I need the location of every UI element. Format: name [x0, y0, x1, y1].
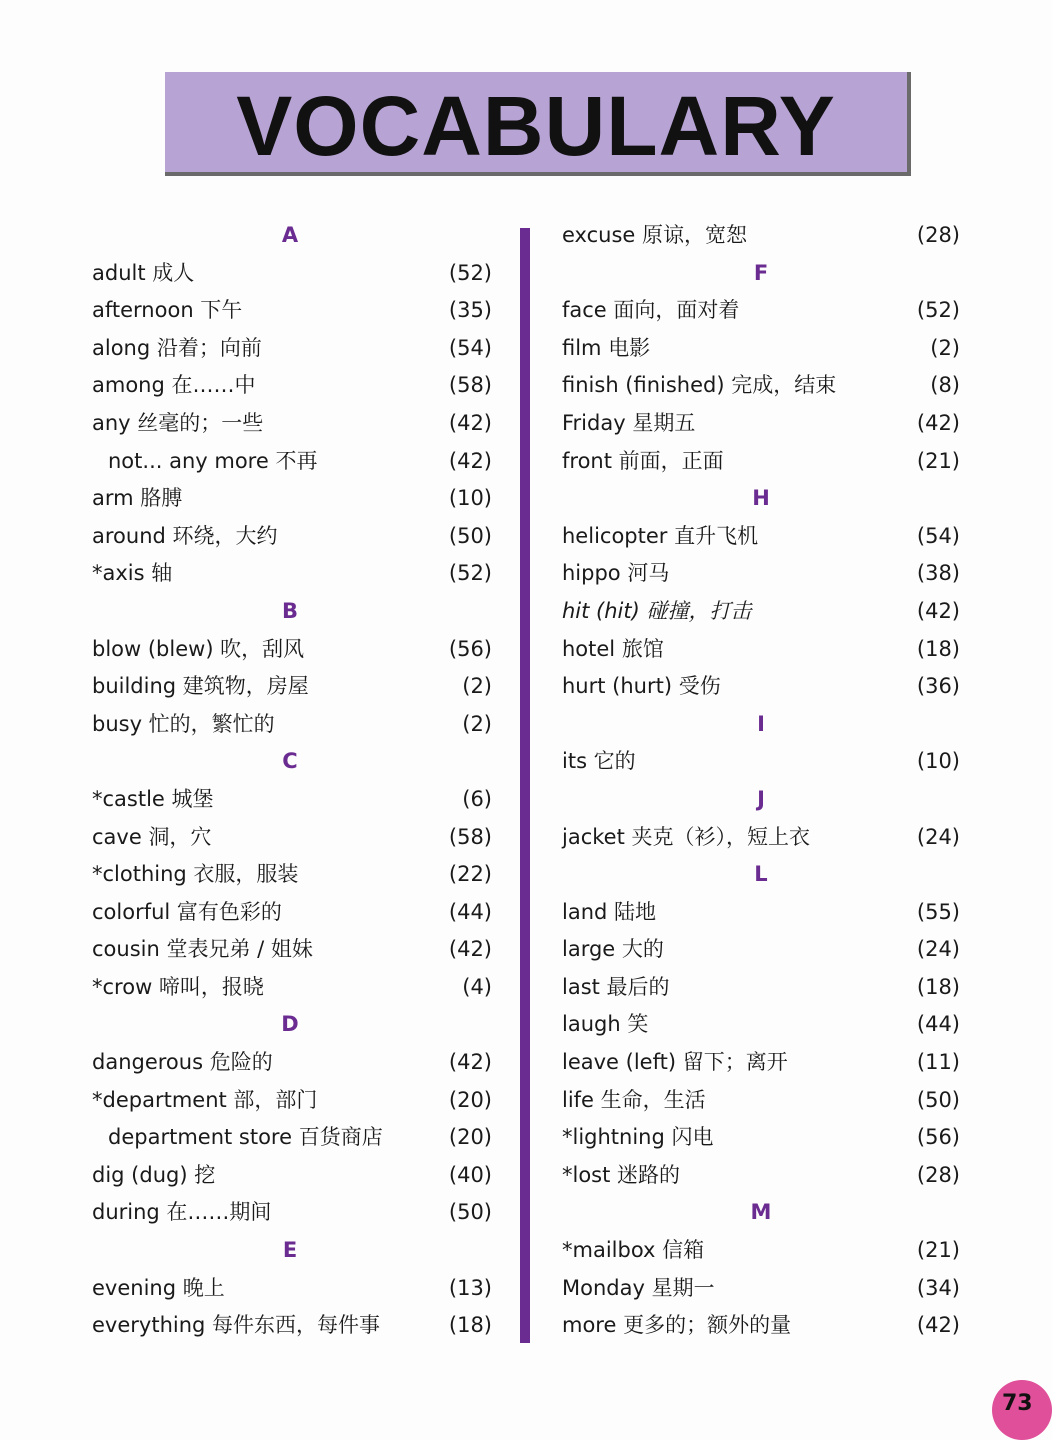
vocab-entry [562, 405, 960, 443]
vocab-word: not... any more 不再 [108, 448, 318, 473]
vocab-word: *clothing 衣服，服装 [92, 862, 299, 887]
section-letter: J [757, 786, 765, 811]
vocab-word: Friday 星期五 [562, 410, 696, 435]
vocab-word: front 前面，正面 [562, 448, 724, 473]
vocab-entry [92, 668, 492, 706]
vocab-entry [562, 1307, 960, 1345]
vocab-page-ref: (58) [448, 373, 492, 398]
vocab-word: hippo 河马 [562, 561, 670, 586]
vocab-page-ref: (8) [930, 373, 960, 398]
column-divider [520, 228, 530, 1343]
vocab-word: blow (blew) 吹，刮风 [92, 636, 305, 661]
vocab-page-ref: (2) [462, 674, 492, 699]
vocab-entry [92, 292, 492, 330]
vocab-page-ref: (42) [448, 410, 492, 435]
vocab-page-ref: (2) [930, 335, 960, 360]
vocab-page-ref: (42) [916, 1313, 960, 1338]
section-letter: F [753, 260, 769, 285]
vocab-word: film 电影 [562, 335, 651, 360]
vocab-word: excuse 原谅，宽恕 [562, 223, 748, 247]
vocab-page-ref: (2) [462, 711, 492, 736]
section-letter: E [282, 1238, 298, 1263]
section-letter: A [281, 223, 299, 247]
vocab-page-ref: (24) [916, 824, 960, 849]
page-number-badge [992, 1380, 1052, 1440]
vocab-page-ref: (10) [448, 486, 492, 511]
vocab-page-ref: (44) [916, 1012, 960, 1037]
vocab-word: department store 百货商店 [108, 1125, 383, 1150]
vocab-word: more 更多的；额外的量 [562, 1313, 792, 1338]
vocab-page-ref: (50) [448, 1200, 492, 1225]
vocab-page-ref: (42) [916, 410, 960, 435]
vocab-page-ref: (13) [448, 1275, 492, 1300]
vocab-entry [562, 443, 960, 481]
vocab-entry [562, 367, 960, 405]
vocab-word: hit (hit) 碰撞，打击 [562, 598, 752, 623]
vocab-entry [562, 1157, 960, 1195]
right-column [562, 217, 960, 1345]
vocab-page-ref: (34) [916, 1275, 960, 1300]
vocab-entry [92, 856, 492, 894]
vocab-entry [562, 1119, 960, 1157]
vocab-entry [92, 1307, 492, 1345]
section-letter: D [281, 1012, 299, 1037]
vocab-word: hurt (hurt) 受伤 [562, 674, 721, 699]
vocab-entry [92, 781, 492, 819]
vocab-entry [562, 1082, 960, 1120]
page-title: VOCABULARY [236, 79, 836, 173]
vocab-entry [92, 443, 492, 481]
vocab-word: Monday 星期一 [562, 1275, 715, 1300]
vocab-word: *crow 啼叫，报晓 [92, 974, 264, 999]
title-banner [165, 72, 911, 176]
vocab-entry [562, 555, 960, 593]
vocab-page-ref: (42) [448, 937, 492, 962]
vocab-word: last 最后的 [562, 974, 670, 999]
left-column [92, 217, 492, 1345]
vocab-word: any 丝毫的；一些 [92, 410, 264, 435]
vocab-word: finish (finished) 完成，结束 [562, 373, 837, 398]
vocab-word: colorful 富有色彩的 [92, 899, 282, 924]
vocab-page-ref: (42) [448, 448, 492, 473]
vocab-entry [562, 518, 960, 556]
vocab-entry [562, 743, 960, 781]
vocab-page-ref: (36) [916, 674, 960, 699]
vocab-page-ref: (4) [462, 974, 492, 999]
section-letter: H [752, 486, 770, 511]
vocab-page-ref: (58) [448, 824, 492, 849]
vocab-word: during 在……期间 [92, 1200, 272, 1225]
vocab-word: along 沿着；向前 [92, 335, 262, 360]
vocab-page-ref: (54) [916, 523, 960, 548]
vocab-page-ref: (24) [916, 937, 960, 962]
vocab-entry [92, 1082, 492, 1120]
vocab-word: dig (dug) 挖 [92, 1162, 216, 1187]
vocab-entry [92, 1157, 492, 1195]
vocab-word: large 大的 [562, 937, 664, 962]
vocab-entry [562, 593, 960, 631]
vocab-word: *lightning 闪电 [562, 1125, 714, 1150]
vocab-entry [562, 631, 960, 669]
section-letter: I [757, 711, 765, 736]
vocab-word: *axis 轴 [92, 561, 173, 586]
vocab-entry [562, 1232, 960, 1270]
vocab-word: *department 部，部门 [92, 1087, 318, 1112]
vocab-entry [562, 292, 960, 330]
vocab-word: *lost 迷路的 [562, 1162, 681, 1187]
vocab-word: among 在……中 [92, 373, 256, 398]
vocab-page-ref: (40) [448, 1162, 492, 1187]
vocab-page-ref: (22) [448, 862, 492, 887]
vocab-page-ref: (55) [916, 899, 960, 924]
vocab-entry [562, 1270, 960, 1308]
vocab-entry [92, 1119, 492, 1157]
vocab-entry [92, 931, 492, 969]
vocab-entry [92, 367, 492, 405]
vocab-word: helicopter 直升飞机 [562, 523, 759, 548]
vocab-word: building 建筑物，房屋 [92, 674, 309, 699]
vocab-page-ref: (20) [448, 1087, 492, 1112]
vocab-entry [92, 330, 492, 368]
section-letter: L [754, 862, 768, 887]
vocab-page-ref: (56) [448, 636, 492, 661]
section-letter: B [281, 598, 298, 623]
vocab-entry [92, 894, 492, 932]
vocab-entry [562, 1006, 960, 1044]
vocab-word: *mailbox 信箱 [562, 1238, 705, 1263]
vocab-entry [562, 931, 960, 969]
vocab-page-ref: (52) [916, 298, 960, 323]
vocab-page-ref: (20) [448, 1125, 492, 1150]
vocab-word: afternoon 下午 [92, 298, 243, 323]
vocab-entry [92, 631, 492, 669]
vocab-entry [562, 330, 960, 368]
vocab-word: its 它的 [562, 749, 636, 774]
vocab-word: busy 忙的，繁忙的 [92, 711, 275, 736]
vocab-page-ref: (52) [448, 561, 492, 586]
vocab-word: leave (left) 留下；离开 [562, 1050, 788, 1075]
vocab-word: evening 晚上 [92, 1275, 225, 1300]
vocab-entry [92, 1270, 492, 1308]
vocab-page-ref: (54) [448, 335, 492, 360]
vocab-word: dangerous 危险的 [92, 1050, 273, 1075]
vocab-page-ref: (28) [916, 1162, 960, 1187]
vocab-page-ref: (10) [916, 749, 960, 774]
vocab-word: *castle 城堡 [92, 786, 214, 811]
vocab-page-ref: (28) [916, 223, 960, 247]
vocab-page-ref: (50) [448, 523, 492, 548]
vocab-word: jacket 夹克（衫），短上衣 [562, 824, 810, 849]
vocab-word: around 环绕，大约 [92, 523, 278, 548]
vocab-entry [92, 969, 492, 1007]
vocab-entry [562, 894, 960, 932]
vocab-entry [92, 819, 492, 857]
vocab-page-ref: (21) [916, 1238, 960, 1263]
vocab-word: laugh 笑 [562, 1012, 649, 1037]
vocab-word: land 陆地 [562, 899, 657, 924]
vocab-page-ref: (11) [916, 1050, 960, 1075]
vocab-word: everything 每件东西，每件事 [92, 1313, 381, 1338]
vocab-page-ref: (18) [916, 974, 960, 999]
vocab-page-ref: (52) [448, 260, 492, 285]
vocab-page-ref: (35) [448, 298, 492, 323]
vocab-word: cousin 堂表兄弟 / 姐妹 [92, 937, 313, 962]
vocab-entry [562, 819, 960, 857]
vocab-entry [92, 1044, 492, 1082]
section-letter: M [750, 1200, 772, 1225]
section-letter: C [282, 749, 298, 774]
vocab-entry [92, 480, 492, 518]
vocab-page-ref: (18) [448, 1313, 492, 1338]
vocab-entry [562, 668, 960, 706]
vocab-word: cave 洞，穴 [92, 824, 212, 849]
vocab-page-ref: (42) [916, 598, 960, 623]
vocab-entry [92, 555, 492, 593]
vocab-word: face 面向，面对着 [562, 298, 740, 323]
vocab-entry [92, 255, 492, 293]
vocab-entry [562, 1044, 960, 1082]
vocab-page-ref: (42) [448, 1050, 492, 1075]
vocab-page-ref: (6) [462, 786, 492, 811]
vocab-page-ref: (50) [916, 1087, 960, 1112]
vocab-entry [92, 405, 492, 443]
vocab-word: arm 胳膊 [92, 486, 183, 511]
vocab-page-ref: (56) [916, 1125, 960, 1150]
vocab-entry [562, 969, 960, 1007]
vocab-page-ref: (44) [448, 899, 492, 924]
vocab-entry [92, 706, 492, 744]
vocab-page-ref: (18) [916, 636, 960, 661]
page-number: 73 [1002, 1391, 1033, 1416]
vocab-word: life 生命，生活 [562, 1087, 706, 1112]
vocab-word: hotel 旅馆 [562, 636, 664, 661]
vocab-page-ref: (38) [916, 561, 960, 586]
vocab-word: adult 成人 [92, 260, 195, 285]
vocab-page-ref: (21) [916, 448, 960, 473]
vocab-entry [92, 518, 492, 556]
vocab-entry [92, 1194, 492, 1232]
vocab-entry [562, 217, 960, 255]
